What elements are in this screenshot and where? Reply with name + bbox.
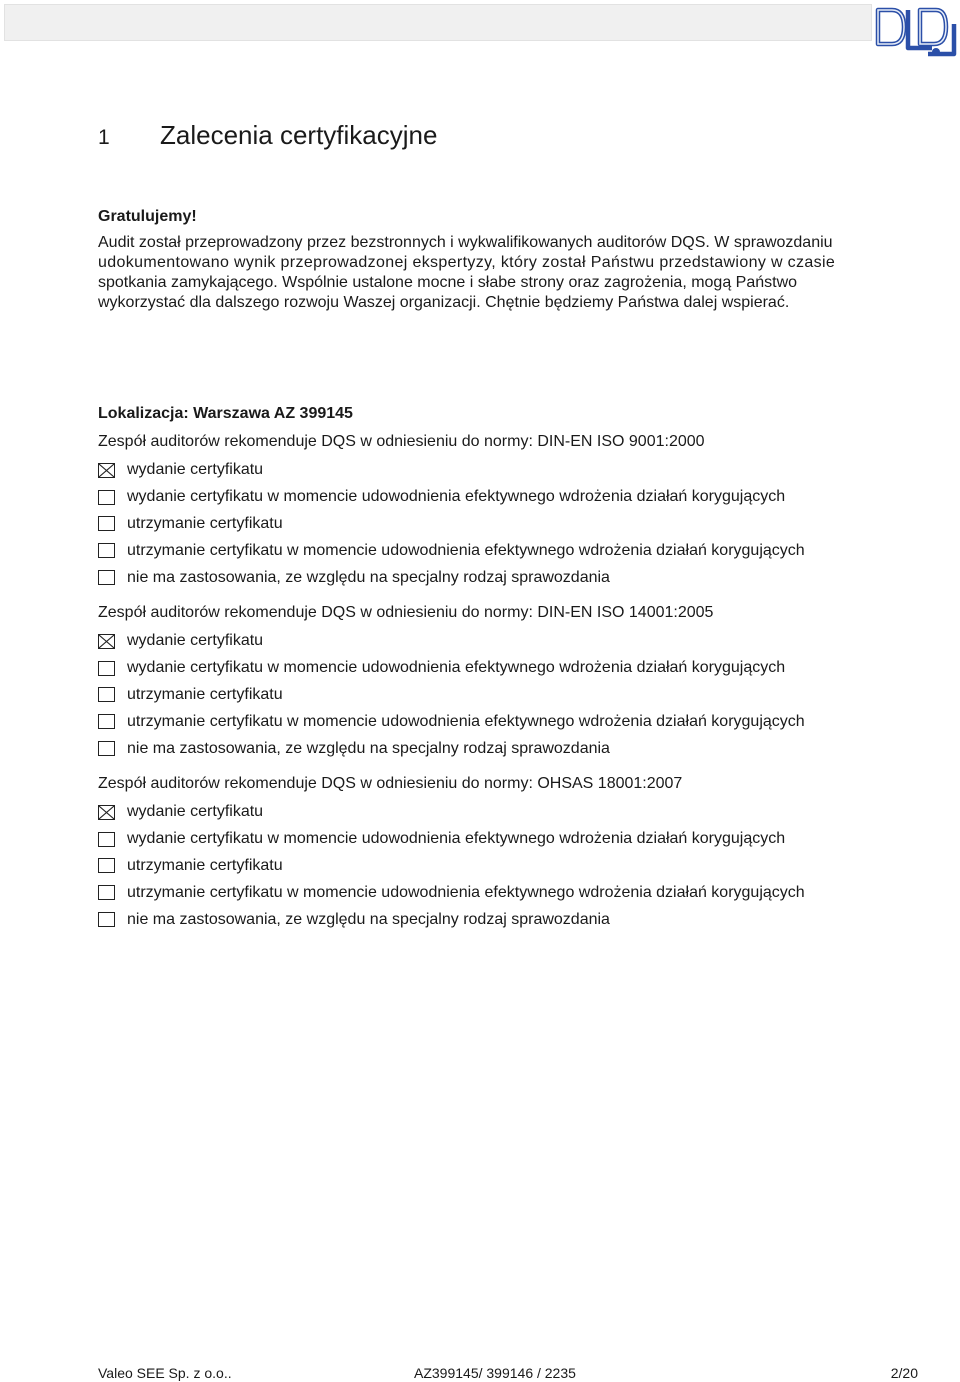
footer-company: Valeo SEE Sp. z o.o.. — [98, 1365, 232, 1381]
intro-line: spotkania zamykającego. Wspólnie ustalone mocne i słabe strony oraz zagrożenia, mogą Państwo — [98, 274, 798, 291]
checkbox-checked[interactable] — [98, 805, 115, 820]
option-label: wydanie certyfikatu w momencie udowodnienia efektywnego wdrożenia działań korygujących — [127, 488, 786, 506]
option-label: utrzymanie certyfikatu w momencie udowodnienia efektywnego wdrożenia działań korygujących — [127, 541, 805, 559]
intro-line: Audit został przeprowadzony przez bezstronnych i wykwalifikowanych auditorów DQS. W sprawozdaniu — [98, 234, 833, 251]
intro-line: udokumentowano wynik przeprowadzonej ekspertyzy, który został Państwu przedstawiony w czasie — [98, 254, 836, 271]
checkbox-unchecked[interactable] — [98, 516, 115, 531]
header-bar — [4, 4, 872, 41]
option-item — [98, 799, 928, 826]
cross-icon — [99, 464, 114, 477]
section-heading — [98, 118, 437, 155]
recommendation-section — [98, 603, 928, 762]
footer-reference: AZ399145/ 399146 / 2235 — [414, 1365, 576, 1381]
cross-icon — [99, 635, 114, 648]
option-label: utrzymanie certyfikatu — [127, 514, 283, 532]
option-label: utrzymanie certyfikatu w momencie udowodnienia efektywnego wdrożenia działań korygujących — [127, 712, 805, 730]
option-item — [98, 457, 928, 484]
checkbox-unchecked[interactable] — [98, 885, 115, 900]
checkbox-unchecked[interactable] — [98, 714, 115, 729]
option-label: utrzymanie certyfikatu — [127, 856, 283, 874]
checkbox-checked[interactable] — [98, 463, 115, 478]
option-item — [98, 906, 928, 933]
option-item — [98, 511, 928, 538]
option-item — [98, 826, 928, 853]
recommendation-title: Zespół auditorów rekomenduje DQS w odniesieniu do normy: OHSAS 18001:2007 — [98, 774, 683, 792]
section-title: Zalecenia certyfikacyjne — [160, 120, 438, 150]
option-label: wydanie certyfikatu — [127, 461, 264, 479]
option-list — [98, 457, 928, 591]
checkbox-unchecked[interactable] — [98, 912, 115, 927]
recommendation-section — [98, 432, 928, 591]
option-label: nie ma zastosowania, ze względu na specjalny rodzaj sprawozdania — [127, 739, 610, 757]
recommendation-title: Zespół auditorów rekomenduje DQS w odniesieniu do normy: DIN-EN ISO 9001:2000 — [98, 433, 705, 450]
option-item — [98, 537, 928, 564]
intro-paragraph — [98, 233, 898, 313]
checkbox-unchecked[interactable] — [98, 741, 115, 756]
option-label: wydanie certyfikatu w momencie udowodnienia efektywnego wdrożenia działań korygujących — [127, 659, 786, 677]
cross-icon — [99, 806, 114, 819]
dqs-logo — [874, 4, 958, 62]
option-item — [98, 484, 928, 511]
option-item — [98, 708, 928, 735]
checkbox-checked[interactable] — [98, 634, 115, 649]
checkbox-unchecked[interactable] — [98, 661, 115, 676]
option-label: nie ma zastosowania, ze względu na specjalny rodzaj sprawozdania — [127, 568, 610, 586]
recommendation-sections — [98, 432, 928, 945]
option-item — [98, 655, 928, 682]
footer-page-number: 2/20 — [890, 1365, 918, 1381]
checkbox-unchecked[interactable] — [98, 687, 115, 702]
option-item — [98, 682, 928, 709]
option-label: utrzymanie certyfikatu w momencie udowodnienia efektywnego wdrożenia działań korygujących — [127, 883, 805, 901]
checkbox-unchecked[interactable] — [98, 490, 115, 505]
greeting: Gratulujemy! — [98, 208, 197, 225]
option-label: wydanie certyfikatu w momencie udowodnienia efektywnego wdrożenia działań korygujących — [127, 830, 786, 848]
section-number: 1 — [98, 126, 110, 149]
option-label: nie ma zastosowania, ze względu na specjalny rodzaj sprawozdania — [127, 910, 610, 928]
option-label: wydanie certyfikatu — [127, 803, 264, 821]
checkbox-unchecked[interactable] — [98, 543, 115, 558]
option-list — [98, 799, 928, 933]
option-item — [98, 853, 928, 880]
option-item — [98, 564, 928, 591]
option-label: utrzymanie certyfikatu — [127, 685, 283, 703]
checkbox-unchecked[interactable] — [98, 832, 115, 847]
option-item — [98, 735, 928, 762]
recommendation-title: Zespół auditorów rekomenduje DQS w odniesieniu do normy: DIN-EN ISO 14001:2005 — [98, 603, 714, 621]
intro-line: wykorzystać dla dalszego rozwoju Waszej organizacji. Chętnie będziemy Państwa dalej wspierać. — [98, 294, 790, 311]
checkbox-unchecked[interactable] — [98, 858, 115, 873]
option-item — [98, 628, 928, 655]
location-label: Lokalizacja: Warszawa AZ 399145 — [98, 405, 353, 422]
option-list — [98, 628, 928, 762]
option-label: wydanie certyfikatu — [127, 632, 264, 650]
checkbox-unchecked[interactable] — [98, 570, 115, 585]
option-item — [98, 879, 928, 906]
recommendation-section — [98, 774, 928, 933]
